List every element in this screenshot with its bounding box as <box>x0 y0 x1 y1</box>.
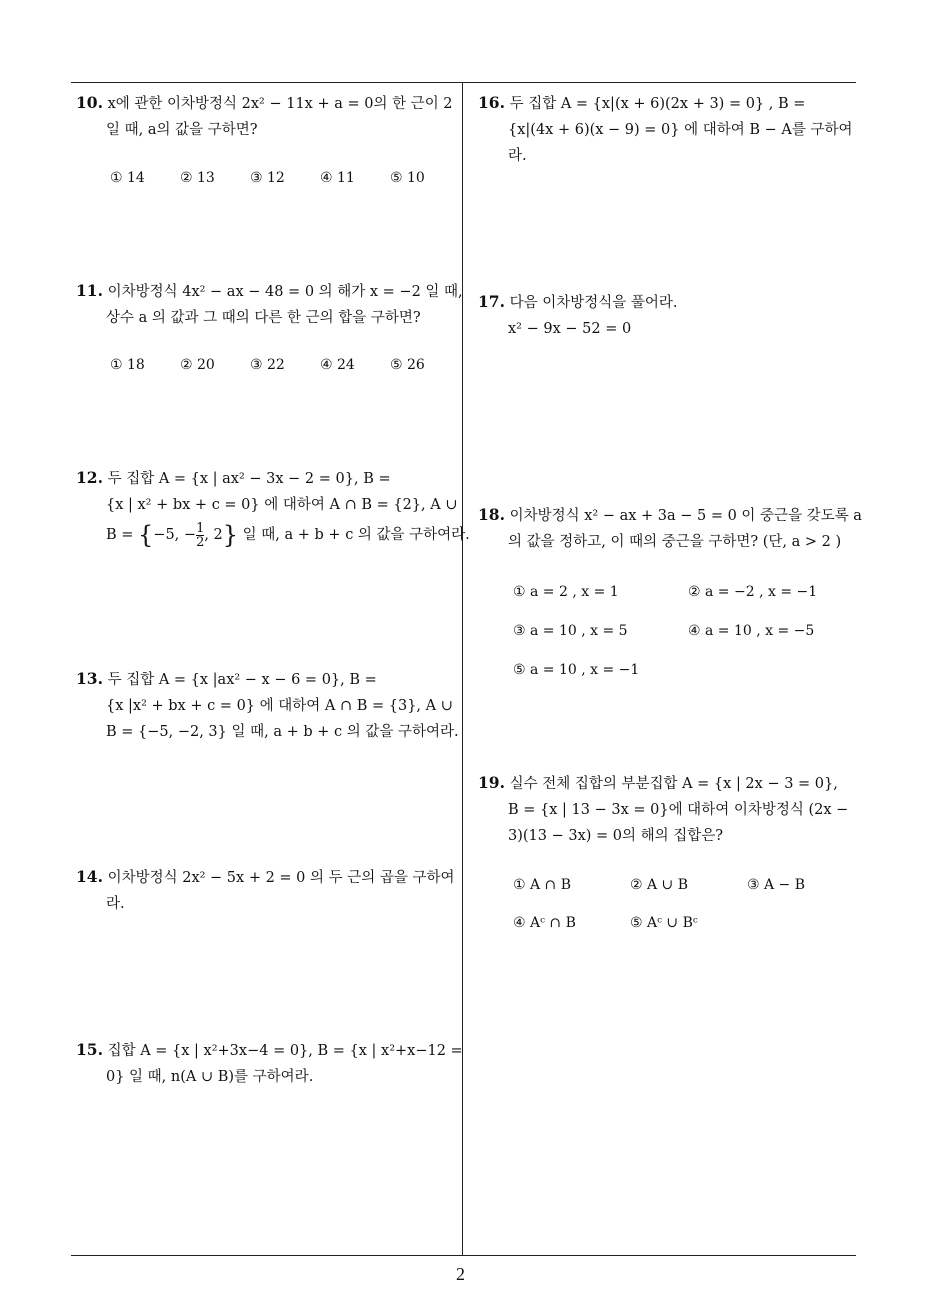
question-text-line: {x | x² + bx + c = 0} 에 대하여 A ∩ B = {2}, A ∪ <box>106 497 458 513</box>
choice-2[interactable]: ② 13 <box>180 170 215 186</box>
equation: x² − 9x − 52 = 0 <box>508 321 632 337</box>
question-text-line: 라. <box>508 148 527 164</box>
choice-3[interactable]: ③ a = 10 , x = 5 <box>513 623 628 639</box>
question-text-line: {x|(4x + 6)(x − 9) = 0} 에 대하여 B − A를 구하여 <box>508 122 853 138</box>
question-text-line: 의 값을 정하고, 이 때의 중근을 구하면? (단, a > 2 ) <box>508 534 842 550</box>
answer-choices <box>110 357 450 377</box>
question-19 <box>478 770 848 849</box>
choice-5[interactable]: ⑤ 10 <box>390 170 425 186</box>
question-number: 11. <box>76 281 103 300</box>
choice-5[interactable]: ⑤ a = 10 , x = −1 <box>513 662 640 678</box>
question-text-line: 실수 전체 집합의 부분집합 A = {x | 2x − 3 = 0}, <box>509 776 838 792</box>
question-text-line: 0} 일 때, n(A ∪ B)를 구하여라. <box>106 1069 314 1085</box>
question-13 <box>76 666 459 745</box>
choice-4[interactable]: ④ Aᶜ ∩ B <box>513 915 576 931</box>
question-17 <box>478 289 677 342</box>
question-text-line: 두 집합 A = {x | ax² − 3x − 2 = 0}, B = <box>107 471 391 487</box>
question-text-line: 라. <box>106 896 125 912</box>
question-number: 13. <box>76 669 103 688</box>
choice-4[interactable]: ④ 24 <box>320 357 355 373</box>
choice-1[interactable]: ① a = 2 , x = 1 <box>513 584 619 600</box>
choice-5[interactable]: ⑤ 26 <box>390 357 425 373</box>
question-11 <box>76 278 463 331</box>
fraction: $\frac{1}{2}$ <box>196 520 205 550</box>
question-number: 12. <box>76 468 103 487</box>
answer-choices <box>110 170 450 190</box>
question-number: 16. <box>478 93 505 112</box>
choice-4[interactable]: ④ 11 <box>320 170 355 186</box>
choice-1[interactable]: ① 18 <box>110 357 145 373</box>
question-number: 10. <box>76 93 103 112</box>
question-12 <box>76 465 470 552</box>
choice-4[interactable]: ④ a = 10 , x = −5 <box>688 623 815 639</box>
question-number: 18. <box>478 505 505 524</box>
choice-3[interactable]: ③ 12 <box>250 170 285 186</box>
question-14 <box>76 864 455 917</box>
question-number: 14. <box>76 867 103 886</box>
choice-2[interactable]: ② A ∪ B <box>630 877 689 893</box>
page-number: 2 <box>456 1264 465 1284</box>
top-rule <box>71 82 856 83</box>
choice-5[interactable]: ⑤ Aᶜ ∪ Bᶜ <box>630 915 698 931</box>
question-text-line: x에 관한 이차방정식 2x² − 11x + a = 0의 한 근이 2 <box>107 96 453 112</box>
question-text-line: B = {x | 13 − 3x = 0}에 대하여 이차방정식 (2x − <box>508 802 849 818</box>
question-text-line: 이차방정식 2x² − 5x + 2 = 0 의 두 근의 곱을 구하여 <box>107 870 455 886</box>
question-text-line: 일 때, a의 값을 구하면? <box>106 122 258 138</box>
question-text-line: B = {−5, −2, 3} 일 때, a + b + c 의 값을 구하여라. <box>106 724 459 740</box>
question-text-line: 두 집합 A = {x |ax² − x − 6 = 0}, B = <box>107 672 377 688</box>
question-text-line: 집합 A = {x | x²+3x−4 = 0}, B = {x | x²+x−12 = <box>107 1043 463 1059</box>
question-text-line: {x |x² + bx + c = 0} 에 대하여 A ∩ B = {3}, A ∪ <box>106 698 453 714</box>
choice-3[interactable]: ③ 22 <box>250 357 285 373</box>
question-text-line: 두 집합 A = {x|(x + 6)(2x + 3) = 0} , B = <box>509 96 806 112</box>
answer-choices <box>513 877 853 937</box>
question-text-line: 이차방정식 4x² − ax − 48 = 0 의 해가 x = −2 일 때, <box>107 284 463 300</box>
question-18 <box>478 502 862 555</box>
question-number: 19. <box>478 773 505 792</box>
choice-1[interactable]: ① 14 <box>110 170 145 186</box>
choice-1[interactable]: ① A ∩ B <box>513 877 572 893</box>
choice-2[interactable]: ② 20 <box>180 357 215 373</box>
question-16 <box>478 90 853 169</box>
bottom-rule <box>71 1255 856 1256</box>
question-number: 17. <box>478 292 505 311</box>
question-10 <box>76 90 453 143</box>
question-text-line: 이차방정식 x² − ax + 3a − 5 = 0 이 중근을 갖도록 a <box>509 508 862 524</box>
question-text-line: 상수 a 의 값과 그 때의 다른 한 근의 합을 구하면? <box>106 310 421 326</box>
question-text-line: B = {−5, − $\frac{1}{2}$ , 2} 일 때, a + b + c 의 값을 구하여라. <box>106 520 470 550</box>
question-text-line: 3)(13 − 3x) = 0의 해의 집합은? <box>508 828 724 844</box>
choice-3[interactable]: ③ A − B <box>747 877 806 893</box>
question-text-line: 다음 이차방정식을 풀어라. <box>509 295 678 311</box>
answer-choices <box>513 584 853 684</box>
choice-2[interactable]: ② a = −2 , x = −1 <box>688 584 818 600</box>
question-15 <box>76 1037 463 1090</box>
question-number: 15. <box>76 1040 103 1059</box>
